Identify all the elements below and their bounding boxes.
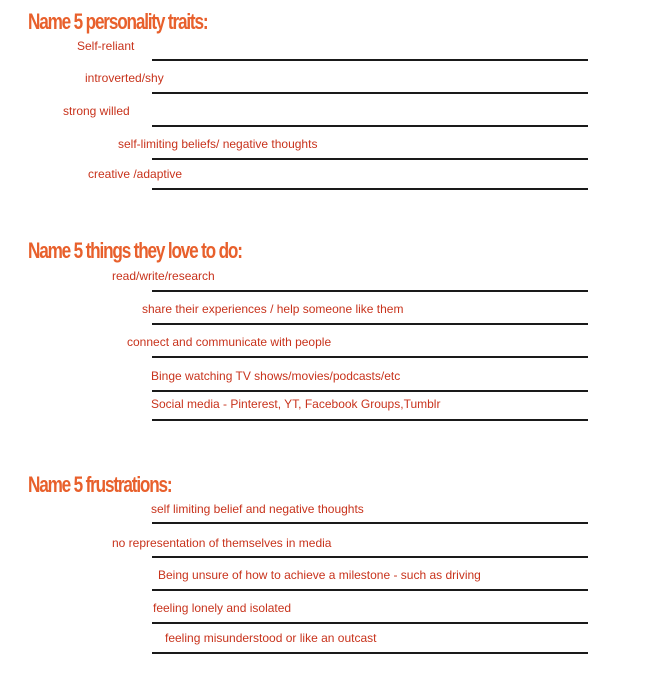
answer-line [152, 158, 588, 160]
section-heading-things-they-love: Name 5 things they love to do: [28, 238, 242, 263]
answer-text: Being unsure of how to achieve a milestone - such as driving [158, 568, 481, 582]
answer-text: Social media - Pinterest, YT, Facebook Groups,Tumblr [151, 397, 441, 411]
answer-text: Binge watching TV shows/movies/podcasts/etc [151, 369, 401, 383]
answer-line [152, 125, 588, 127]
answer-text: Self-reliant [77, 39, 135, 53]
answer-text: self limiting belief and negative thoughts [151, 502, 364, 516]
answer-text: connect and communicate with people [127, 335, 332, 349]
answer-text: feeling misunderstood or like an outcast [165, 631, 377, 645]
answer-line [152, 290, 588, 292]
answer-text: no representation of themselves in media [112, 536, 332, 550]
answer-line [152, 59, 588, 61]
answer-line [152, 188, 588, 190]
section-heading-personality-traits: Name 5 personality traits: [28, 9, 208, 34]
answer-line [152, 390, 588, 392]
answer-text: share their experiences / help someone like them [142, 302, 404, 316]
answer-text: feeling lonely and isolated [153, 601, 292, 615]
answer-line [152, 92, 588, 94]
answer-text: creative /adaptive [88, 167, 183, 181]
answer-line [152, 419, 588, 421]
answer-line [152, 522, 588, 524]
answer-text: self-limiting beliefs/ negative thoughts [118, 137, 318, 151]
answer-line [152, 356, 588, 358]
section-heading-frustrations: Name 5 frustrations: [28, 472, 172, 497]
answer-line [152, 622, 588, 624]
answer-line [152, 589, 588, 591]
answer-line [152, 556, 588, 558]
answer-line [152, 652, 588, 654]
answer-line [152, 323, 588, 325]
answer-text: introverted/shy [85, 71, 164, 85]
answer-text: strong willed [63, 104, 130, 118]
answer-text: read/write/research [112, 269, 215, 283]
